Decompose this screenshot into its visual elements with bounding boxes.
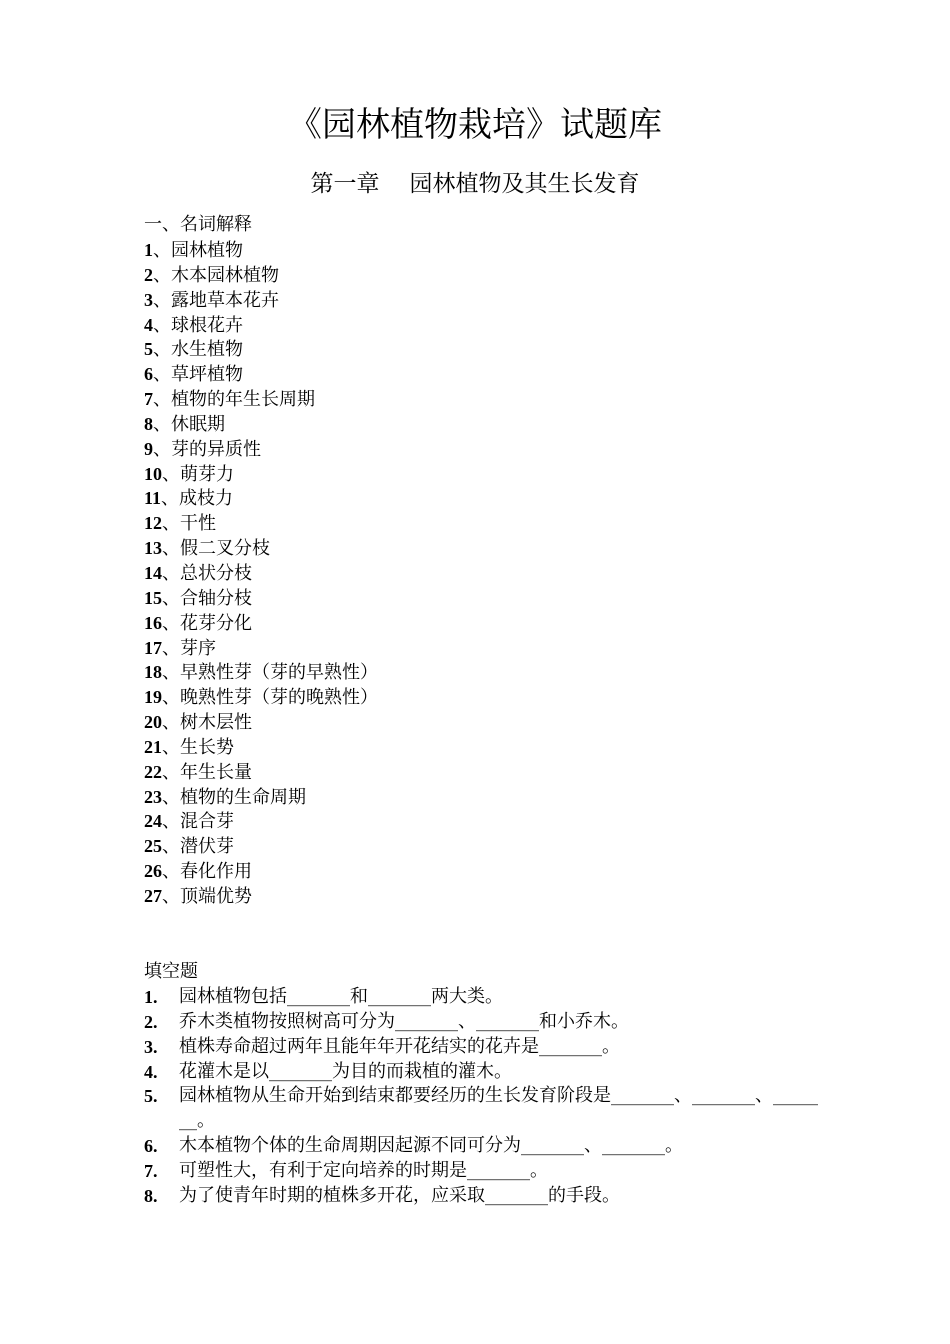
question-text: 园林植物从生命开始到结束都要经历的生长发育阶段是_______、_______、_______。: [179, 1085, 818, 1132]
definition-item: [144, 337, 378, 362]
item-number: 11: [144, 488, 162, 509]
item-number: 1: [144, 240, 153, 260]
definition-term: 、植物的年生长周期: [153, 389, 315, 411]
definition-term: 、树木层性: [162, 712, 252, 734]
definitions-list: [144, 238, 378, 909]
item-number: 9: [144, 438, 153, 459]
definition-item: [144, 884, 378, 909]
definition-term: 、萌芽力: [162, 463, 234, 485]
definition-term: 、芽序: [162, 637, 216, 659]
fill-in-blank-question: [144, 1159, 819, 1184]
definition-item: [144, 486, 378, 511]
document-title: 《园林植物栽培》试题库: [288, 105, 662, 145]
question-text: 花灌木是以_______为目的而栽植的灌木。: [179, 1060, 512, 1082]
item-number: 3: [144, 289, 153, 310]
question-number: 1.: [144, 987, 158, 1007]
question-number: 4.: [144, 1061, 158, 1082]
definition-item: [144, 785, 378, 810]
item-number: 22: [144, 761, 162, 782]
definition-item: [144, 859, 378, 884]
definition-term: 、合轴分枝: [162, 587, 252, 609]
item-number: 25: [144, 836, 162, 857]
definition-item: [144, 636, 378, 661]
question-text: 园林植物包括_______和_______两大类。: [179, 986, 503, 1007]
item-number: 8: [144, 413, 153, 434]
item-number: 13: [144, 538, 162, 559]
question-text: 植株寿命超过两年且能年年开花结实的花卉是_______。: [179, 1035, 620, 1057]
chapter-label: 第一章: [310, 171, 380, 197]
fill-in-blank-question: [144, 1184, 819, 1209]
definition-item: [144, 735, 378, 760]
fill-in-blank-question: [144, 1134, 819, 1159]
definition-term: 、水生植物: [153, 339, 243, 361]
question-number: 2.: [144, 1011, 158, 1032]
definition-item: [144, 263, 378, 288]
item-number: 2: [144, 264, 153, 285]
question-text: 乔木类植物按照树高可分为_______、_______和小乔木。: [179, 1010, 629, 1032]
definition-term: 、春化作用: [162, 861, 252, 883]
section-heading-definitions: 一、名词解释: [144, 214, 252, 235]
item-number: 19: [144, 687, 162, 708]
definition-item: [144, 536, 378, 561]
definition-term: 、园林植物: [153, 240, 243, 261]
item-number: 7: [144, 389, 153, 410]
definition-item: [144, 660, 378, 685]
definition-item: [144, 238, 378, 263]
definition-item: [144, 412, 378, 437]
question-text: 为了使青年时期的植株多开花，应采取_______的手段。: [179, 1184, 620, 1206]
fill-in-blank-question: [144, 1060, 819, 1085]
definition-term: 、总状分枝: [162, 562, 252, 584]
item-number: 23: [144, 786, 162, 807]
question-text: 可塑性大，有利于定向培养的时期是_______。: [179, 1159, 548, 1181]
definition-item: [144, 362, 378, 387]
definition-item: [144, 586, 378, 611]
definition-item: [144, 462, 378, 487]
definition-item: [144, 611, 378, 636]
definition-term: 、早熟性芽（芽的早熟性）: [162, 662, 378, 684]
item-number: 17: [144, 637, 162, 658]
definition-item: [144, 511, 378, 536]
fill-in-blank-list: [144, 985, 819, 1209]
chapter-name: 园林植物及其生长发育: [409, 171, 640, 197]
question-number: 5.: [144, 1086, 158, 1107]
definition-term: 、顶端优势: [162, 885, 252, 907]
fill-in-blank-question: [144, 1010, 819, 1035]
chapter-title: [0, 168, 950, 200]
definition-term: 、花芽分化: [162, 612, 252, 634]
definition-item: [144, 760, 378, 785]
item-number: 16: [144, 612, 162, 633]
definition-term: 、休眠期: [153, 413, 225, 435]
fill-in-blank-question: [144, 1035, 819, 1060]
definition-term: 、混合芽: [162, 811, 234, 833]
item-number: 18: [144, 662, 162, 683]
item-number: 14: [144, 562, 162, 583]
definition-item: [144, 313, 378, 338]
definition-term: 、生长势: [162, 736, 234, 758]
definition-item: [144, 437, 378, 462]
definition-term: 、草坪植物: [153, 364, 243, 386]
definition-item: [144, 288, 378, 313]
definition-term: 、干性: [162, 513, 216, 535]
item-number: 10: [144, 463, 162, 484]
question-text: 木本植物个体的生命周期因起源不同可分为_______、_______。: [179, 1135, 683, 1157]
definition-term: 、露地草本花卉: [153, 289, 279, 311]
fill-in-blank-question: [144, 985, 819, 1010]
item-number: 4: [144, 314, 153, 335]
section-heading-fill-in-blank: 填空题: [144, 961, 198, 982]
question-number: 8.: [144, 1185, 158, 1206]
item-number: 5: [144, 339, 153, 360]
item-number: 26: [144, 861, 162, 882]
item-number: 15: [144, 587, 162, 608]
item-number: 6: [144, 364, 153, 385]
item-number: 20: [144, 712, 162, 733]
definition-term: 、球根花卉: [153, 314, 243, 336]
definition-item: [144, 561, 378, 586]
question-number: 7.: [144, 1160, 158, 1181]
item-number: 12: [144, 513, 162, 534]
item-number: 21: [144, 736, 162, 757]
definition-item: [144, 387, 378, 412]
definition-term: 、成枝力: [161, 488, 234, 510]
item-number: 27: [144, 885, 162, 906]
definition-term: 、木本园林植物: [153, 264, 279, 286]
item-number: 24: [144, 811, 162, 832]
definition-term: 、晚熟性芽（芽的晚熟性）: [162, 687, 378, 709]
definition-item: [144, 809, 378, 834]
question-number: 3.: [144, 1036, 158, 1057]
definition-item: [144, 685, 378, 710]
definition-item: [144, 710, 378, 735]
definition-term: 、植物的生命周期: [162, 786, 306, 808]
definition-term: 、假二叉分枝: [162, 538, 270, 560]
fill-in-blank-question: [144, 1084, 819, 1134]
definition-term: 、芽的异质性: [153, 438, 261, 460]
definition-term: 、年生长量: [162, 761, 252, 783]
definition-term: 、潜伏芽: [162, 836, 234, 858]
definition-item: [144, 834, 378, 859]
question-number: 6.: [144, 1136, 158, 1157]
